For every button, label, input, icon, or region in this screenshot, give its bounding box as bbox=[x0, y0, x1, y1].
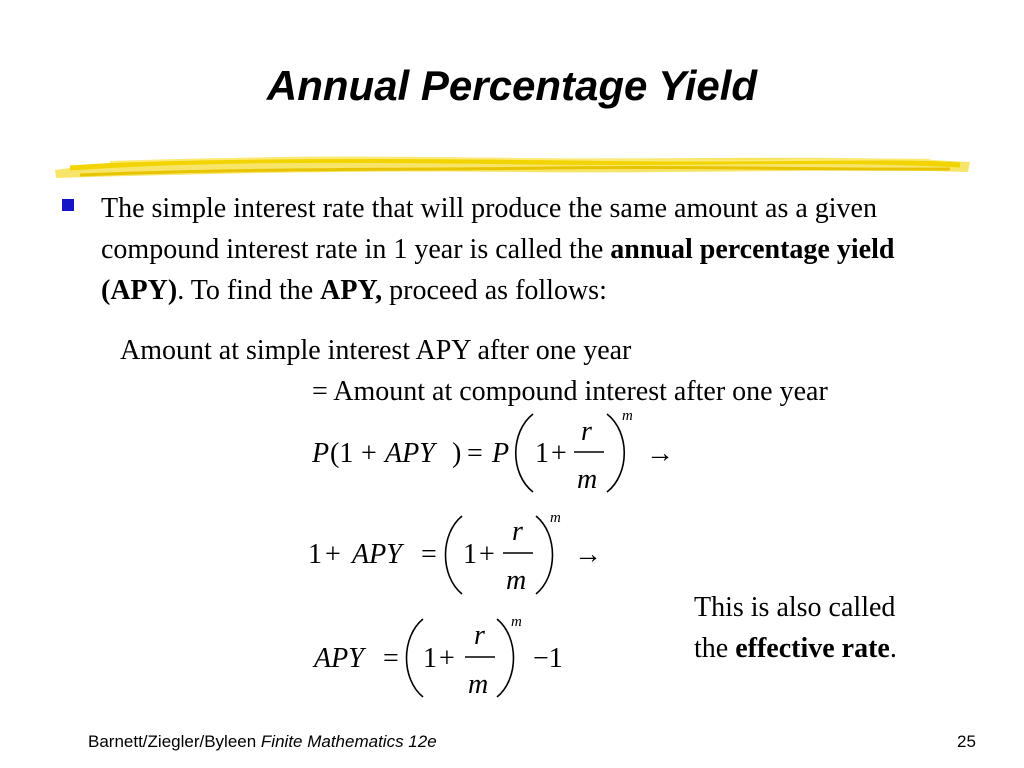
footer-citation bbox=[88, 732, 437, 752]
side-note-suffix: . bbox=[889, 633, 897, 664]
slide-title: Annual Percentage Yield bbox=[266, 62, 758, 109]
bold-term-apy: annual percentage yield bbox=[610, 234, 895, 265]
eq1-P: P bbox=[312, 438, 330, 469]
eq1-arrow: → bbox=[646, 438, 674, 469]
eq1-exponent: m bbox=[622, 408, 633, 424]
eq2-equals: = bbox=[421, 539, 437, 570]
eq1-one: 1 bbox=[535, 438, 549, 469]
eq1-left-paren bbox=[516, 414, 533, 492]
equation-2 bbox=[308, 510, 602, 596]
eq1-right-paren bbox=[607, 414, 624, 492]
eq1-r: r bbox=[581, 416, 592, 447]
eq2-APY: APY bbox=[352, 539, 402, 570]
side-note-line-1: This is also called bbox=[694, 592, 896, 623]
eq3-m: m bbox=[468, 669, 489, 700]
eq2-m: m bbox=[506, 565, 527, 596]
equation-3 bbox=[312, 614, 563, 700]
eq1-plus2: + bbox=[551, 438, 567, 469]
eq1-equals: = bbox=[467, 438, 483, 469]
eq1-plus: + bbox=[361, 438, 377, 469]
eq3-exponent: m bbox=[511, 614, 522, 630]
slide-number: 25 bbox=[957, 732, 976, 751]
equation-1 bbox=[311, 408, 674, 495]
eq1-close: ) bbox=[452, 438, 462, 469]
footer-book: Finite Mathematics 12e bbox=[260, 732, 437, 751]
statement-equals: = bbox=[312, 376, 328, 407]
eq1-m: m bbox=[577, 464, 598, 495]
eq3-right-paren bbox=[497, 619, 514, 697]
eq3-minus-one: −1 bbox=[533, 643, 563, 674]
eq2-plus2: + bbox=[479, 539, 495, 570]
statement-line-2-text: Amount at compound interest after one year bbox=[333, 376, 828, 407]
bold-apy: APY, bbox=[320, 275, 383, 306]
eq2-one2: 1 bbox=[463, 539, 477, 570]
eq3-APY: APY bbox=[314, 643, 364, 674]
eq2-exponent: m bbox=[550, 510, 561, 526]
eq2-plus: + bbox=[325, 539, 341, 570]
paragraph-text: The simple interest rate that will produce the same amount as a given compound interest rate in 1 year is called the bbox=[101, 193, 877, 265]
paragraph-text-2: . To find the bbox=[177, 275, 321, 306]
eq1-P2: P bbox=[492, 438, 510, 469]
eq1-APY: APY bbox=[385, 438, 435, 469]
eq3-left-paren bbox=[407, 619, 424, 697]
eq1-open: (1 bbox=[330, 438, 354, 469]
bold-apy-abbrev: (APY) bbox=[101, 275, 178, 306]
eq3-equals: = bbox=[383, 643, 399, 674]
eq2-r: r bbox=[512, 516, 523, 547]
eq2-left-paren bbox=[446, 516, 463, 594]
eq3-plus: + bbox=[439, 643, 455, 674]
statement-line-1: Amount at simple interest APY after one year bbox=[120, 335, 632, 366]
eq2-right-paren bbox=[536, 516, 553, 594]
eq2-arrow: → bbox=[574, 539, 602, 570]
eq2-one: 1 bbox=[308, 539, 322, 570]
eq3-r: r bbox=[474, 620, 485, 651]
side-note-prefix: the bbox=[694, 633, 736, 664]
eq3-one: 1 bbox=[423, 643, 437, 674]
footer-authors: Barnett/Ziegler/Byleen bbox=[88, 732, 261, 751]
side-note-bold: effective rate bbox=[735, 633, 890, 664]
paragraph-text-3: proceed as follows: bbox=[382, 275, 607, 306]
side-note-line-2 bbox=[694, 633, 897, 665]
